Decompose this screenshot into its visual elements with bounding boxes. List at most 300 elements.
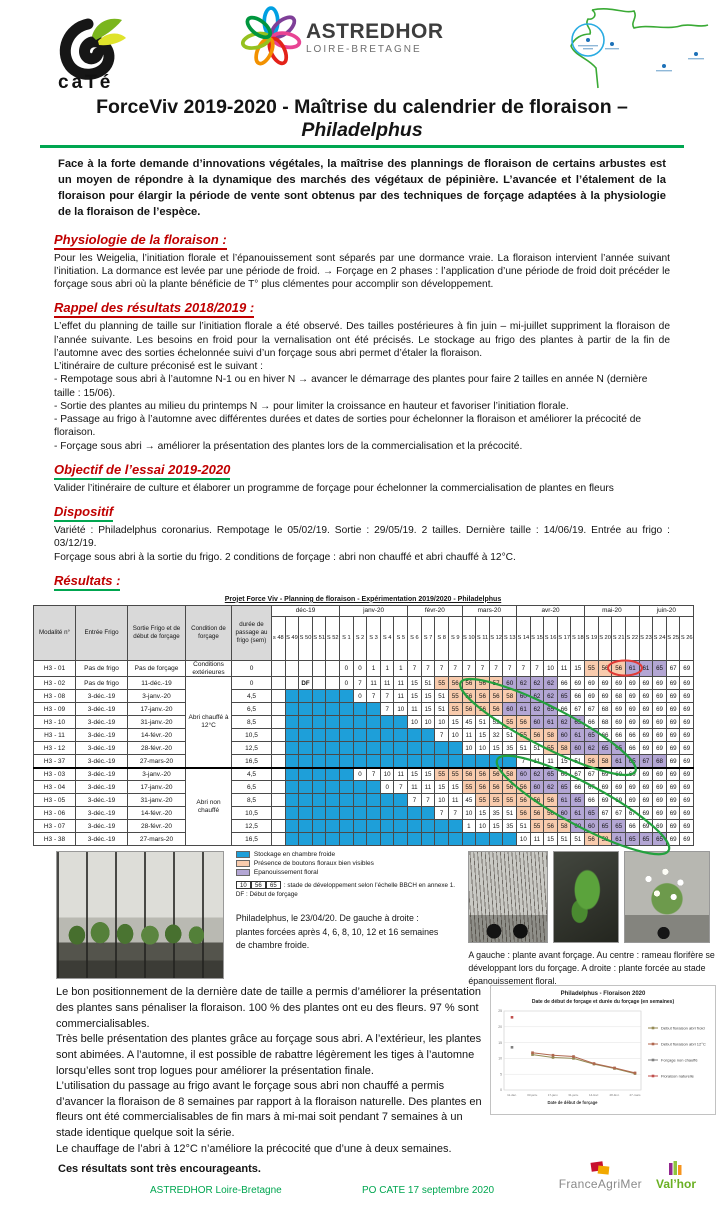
week-cell: 55: [435, 677, 449, 690]
table-row: [34, 660, 694, 677]
stage-box: 65: [266, 881, 281, 889]
week-cell: [448, 833, 462, 846]
modality-cell: H3 - 10: [34, 716, 76, 729]
svg-text:Forçage non chauffé: Forçage non chauffé: [661, 1057, 698, 1063]
week-cell: [326, 690, 340, 703]
week-cell: 58: [557, 742, 571, 755]
week-cell: [340, 781, 354, 794]
week-cell: [272, 833, 286, 846]
week-cell: [367, 833, 381, 846]
week-cell: 69: [585, 690, 599, 703]
df-note: DF : Début de forçage: [235, 891, 298, 899]
week-cell: 15: [476, 729, 490, 742]
week-cell: [408, 807, 422, 820]
week-cell: 51: [530, 742, 544, 755]
week-header: S 4: [380, 616, 394, 660]
week-cell: [312, 729, 326, 742]
week-cell: [394, 833, 408, 846]
week-cell: 56: [530, 794, 544, 807]
week-cell: 56: [476, 768, 490, 781]
week-cell: 11: [394, 768, 408, 781]
week-cell: 62: [585, 742, 599, 755]
week-cell: [367, 755, 381, 768]
section-paragraph: Pour les Weigelia, l’initiation florale et l’épanouissement sont séparés par une dormance vraie. La floraison intervient l’année suivant l’initiation. La dormance est levée par une période de froid. → Forçage en 2 phases : l’application d’une période de froid doit précéder le forçage sous abri où la plante bénéficie de T° plus clémentes pour accomplir son développement.: [54, 252, 670, 291]
week-cell: 32: [489, 729, 503, 742]
week-cell: 69: [666, 690, 680, 703]
week-cell: 7: [353, 677, 367, 690]
week-cell: [299, 660, 313, 677]
fridge-in-cell: 3-déc.-19: [76, 820, 128, 833]
week-cell: 65: [571, 794, 585, 807]
week-cell: 67: [571, 703, 585, 716]
week-cell: 65: [557, 781, 571, 794]
week-cell: 7: [489, 660, 503, 677]
table-row: [34, 729, 694, 742]
week-cell: 65: [557, 690, 571, 703]
week-cell: 69: [680, 729, 694, 742]
modality-cell: H3 - 05: [34, 794, 76, 807]
week-cell: 69: [680, 768, 694, 781]
week-cell: [448, 742, 462, 755]
week-cell: 61: [612, 755, 626, 768]
week-cell: 66: [625, 820, 639, 833]
week-cell: [367, 820, 381, 833]
week-cell: [285, 807, 299, 820]
week-cell: 66: [585, 716, 599, 729]
week-cell: 7: [476, 660, 490, 677]
week-cell: [299, 781, 313, 794]
month-header: avr-20: [517, 605, 585, 616]
week-cell: 69: [598, 768, 612, 781]
week-cell: 67: [639, 755, 653, 768]
week-cell: 51: [503, 807, 517, 820]
week-cell: 55: [530, 820, 544, 833]
week-cell: [326, 660, 340, 677]
week-cell: 67: [612, 807, 626, 820]
table-row: [34, 768, 694, 781]
week-header: s 48: [272, 616, 286, 660]
intro-paragraph: Face à la forte demande d’innovations végétales, la maîtrise des plannings de floraison de certains arbustes est un moyen de répondre à la dynamique des marchés des végétaux de pépinière. L’avancée et l’étalement de la floraison pour élargir la période de vente sont obtenus par des techniques de forçage adaptées à la physiologie de la floraison de l’espèce.: [58, 158, 666, 218]
svg-text:15: 15: [498, 1041, 502, 1046]
week-cell: 55: [544, 742, 558, 755]
week-cell: 51: [517, 820, 531, 833]
table-column-header: Condition de forçage: [186, 605, 232, 660]
week-header: S 15: [530, 616, 544, 660]
week-cell: 7: [435, 660, 449, 677]
modality-cell: H3 - 06: [34, 807, 76, 820]
week-cell: 69: [666, 807, 680, 820]
week-cell: 69: [653, 677, 667, 690]
conclusion-paragraph: Le chauffage de l’abri à 12°C n’améliore la précocité que d’une à deux semaines.: [56, 1142, 452, 1155]
week-cell: 69: [653, 794, 667, 807]
week-cell: 15: [421, 768, 435, 781]
week-cell: 68: [612, 690, 626, 703]
week-header: S 26: [680, 616, 694, 660]
week-cell: [367, 781, 381, 794]
fridge-in-cell: 3-déc.-19: [76, 794, 128, 807]
legend-label: Présence de boutons floraux bien visibles: [253, 860, 374, 868]
week-cell: 65: [625, 755, 639, 768]
week-cell: [421, 742, 435, 755]
week-cell: 56: [517, 794, 531, 807]
week-cell: 67: [666, 660, 680, 677]
week-cell: 69: [653, 768, 667, 781]
week-cell: 7: [517, 660, 531, 677]
week-header: S 2: [353, 616, 367, 660]
fridge-out-cell: 17-janv.-20: [128, 781, 186, 794]
fridge-in-cell: Pas de frigo: [76, 660, 128, 677]
week-cell: 11: [367, 677, 381, 690]
week-cell: 69: [666, 820, 680, 833]
week-cell: [312, 794, 326, 807]
week-cell: 7: [448, 807, 462, 820]
week-cell: 67: [571, 768, 585, 781]
week-cell: 65: [598, 820, 612, 833]
week-cell: [340, 703, 354, 716]
week-cell: 61: [571, 807, 585, 820]
week-cell: [394, 755, 408, 768]
week-cell: 58: [503, 690, 517, 703]
svg-text:5: 5: [500, 1072, 502, 1077]
bottom-section: [56, 985, 724, 1157]
week-cell: 62: [530, 768, 544, 781]
duration-cell: 8,5: [232, 794, 272, 807]
week-cell: [285, 768, 299, 781]
week-cell: 65: [639, 833, 653, 846]
week-cell: 15: [489, 820, 503, 833]
week-cell: [340, 768, 354, 781]
week-cell: 69: [639, 807, 653, 820]
week-cell: 11: [530, 755, 544, 768]
franceagrimer-label: FranceAgriMer: [558, 1177, 642, 1192]
legend-label: Epanouissement floral: [253, 869, 319, 877]
photo-plant-before-forcing: [468, 851, 548, 943]
week-cell: 10: [435, 716, 449, 729]
fridge-out-cell: 14-févr.-20: [128, 807, 186, 820]
week-cell: 69: [625, 703, 639, 716]
table-row: [34, 781, 694, 794]
week-cell: 67: [585, 703, 599, 716]
week-cell: [394, 716, 408, 729]
week-cell: 69: [666, 703, 680, 716]
week-cell: 55: [476, 794, 490, 807]
week-cell: 7: [408, 660, 422, 677]
week-cell: [326, 703, 340, 716]
week-cell: 51: [571, 833, 585, 846]
svg-text:Date de début de forçage et du: Date de début de forçage et durée du forçage (en semaines): [531, 999, 675, 1006]
svg-text:14-févr.: 14-févr.: [588, 1093, 600, 1098]
week-cell: 7: [367, 768, 381, 781]
conclusion-highlight: Ces résultats sont très encourageants.: [58, 1163, 261, 1176]
photo-left-caption: Philadelphus, le 23/04/20. De gauche à droite : plantes forcées après 4, 6, 8, 10, 12 et 16 semaines de chambre froide.: [235, 913, 439, 950]
week-cell: [421, 820, 435, 833]
legend-item: [236, 851, 457, 858]
valhor-icon: [661, 1161, 691, 1177]
fridge-out-cell: 11-déc.-19: [128, 677, 186, 690]
week-cell: [367, 716, 381, 729]
week-cell: [272, 677, 286, 690]
week-cell: 55: [462, 781, 476, 794]
week-cell: 51: [557, 833, 571, 846]
photos-strip: [56, 851, 724, 986]
week-cell: 56: [489, 781, 503, 794]
week-cell: 69: [666, 755, 680, 768]
week-header: S 49: [285, 616, 299, 660]
week-cell: 69: [625, 690, 639, 703]
week-cell: [326, 755, 340, 768]
duration-cell: 16,5: [232, 755, 272, 768]
week-cell: 11: [394, 677, 408, 690]
week-cell: 69: [680, 742, 694, 755]
modality-cell: H3 - 08: [34, 690, 76, 703]
table-row: [34, 833, 694, 846]
week-header: S 25: [666, 616, 680, 660]
week-header: S 20: [598, 616, 612, 660]
week-cell: 69: [680, 660, 694, 677]
week-cell: [448, 820, 462, 833]
condition-cell: Abri chauffé à 12°C: [186, 677, 232, 768]
month-header: juin-20: [639, 605, 693, 616]
week-cell: 68: [598, 716, 612, 729]
week-cell: [312, 768, 326, 781]
week-cell: [421, 729, 435, 742]
section-heading: Résultats :: [54, 573, 120, 591]
week-cell: 69: [639, 768, 653, 781]
week-header: S 3: [367, 616, 381, 660]
week-cell: [299, 690, 313, 703]
week-cell: [326, 781, 340, 794]
week-cell: [408, 833, 422, 846]
photo-plant-in-bloom: [624, 851, 710, 943]
astredhor-region: LOIRE-BRETAGNE: [306, 43, 422, 55]
week-cell: 10: [435, 794, 449, 807]
duration-cell: 0: [232, 660, 272, 677]
month-header: févr-20: [408, 605, 462, 616]
week-cell: 10: [544, 660, 558, 677]
week-cell: 7: [435, 807, 449, 820]
week-cell: 10: [448, 729, 462, 742]
week-cell: 69: [639, 794, 653, 807]
week-cell: [380, 716, 394, 729]
week-cell: [435, 742, 449, 755]
table-column-header: Entrée Frigo: [76, 605, 128, 660]
fridge-out-cell: 3-janv.-20: [128, 768, 186, 781]
month-header: mars-20: [462, 605, 516, 616]
week-cell: [326, 677, 340, 690]
week-cell: 66: [585, 794, 599, 807]
week-cell: [462, 833, 476, 846]
week-cell: 68: [598, 703, 612, 716]
franceagrimer-icon: [587, 1161, 613, 1177]
photo-greenhouse: [56, 851, 224, 979]
fridge-in-cell: 3-déc.-19: [76, 716, 128, 729]
week-cell: [435, 755, 449, 768]
week-cell: [340, 794, 354, 807]
fridge-in-cell: 3-déc.-19: [76, 781, 128, 794]
week-cell: [353, 755, 367, 768]
week-cell: 1: [367, 660, 381, 677]
week-cell: [299, 833, 313, 846]
table-row: [34, 742, 694, 755]
week-cell: 7: [530, 660, 544, 677]
fridge-in-cell: Pas de frigo: [76, 677, 128, 690]
week-cell: 69: [612, 703, 626, 716]
week-cell: 15: [435, 781, 449, 794]
week-cell: 55: [489, 794, 503, 807]
week-cell: 15: [476, 807, 490, 820]
table-row: [34, 755, 694, 768]
week-header: S 21: [612, 616, 626, 660]
table-column-header: Modalité n°: [34, 605, 76, 660]
week-cell: 55: [503, 794, 517, 807]
week-cell: 15: [448, 716, 462, 729]
astredhor-flower-icon: [240, 6, 302, 68]
week-cell: 11: [557, 660, 571, 677]
week-cell: [380, 794, 394, 807]
week-header: S 9: [448, 616, 462, 660]
legend-swatch: [236, 851, 250, 858]
week-cell: [380, 729, 394, 742]
week-cell: 55: [503, 716, 517, 729]
svg-text:Début floraison abri 12°C: Début floraison abri 12°C: [661, 1041, 706, 1047]
week-cell: 61: [612, 833, 626, 846]
week-cell: 69: [680, 690, 694, 703]
valhor-logo: [656, 1161, 696, 1191]
week-cell: [312, 820, 326, 833]
week-cell: 66: [571, 690, 585, 703]
week-cell: 56: [517, 807, 531, 820]
week-cell: [380, 755, 394, 768]
week-cell: 56: [517, 781, 531, 794]
section-heading: Objectif de l’essai 2019-2020: [54, 462, 230, 480]
week-cell: [462, 755, 476, 768]
week-cell: [435, 833, 449, 846]
week-cell: 69: [612, 781, 626, 794]
svg-text:17-janv.: 17-janv.: [547, 1093, 559, 1098]
week-cell: 69: [639, 690, 653, 703]
week-header: S 18: [571, 616, 585, 660]
duration-cell: 0: [232, 677, 272, 690]
duration-cell: 4,5: [232, 690, 272, 703]
svg-text:Floraison naturelle: Floraison naturelle: [661, 1073, 694, 1079]
week-cell: 69: [666, 768, 680, 781]
duration-cell: 4,5: [232, 768, 272, 781]
week-cell: 67: [598, 807, 612, 820]
week-cell: 69: [680, 703, 694, 716]
region-map-icon: [548, 4, 718, 94]
astredhor-logo: [240, 6, 444, 68]
week-cell: [503, 833, 517, 846]
week-cell: 56: [544, 794, 558, 807]
week-cell: 69: [612, 716, 626, 729]
week-cell: 15: [489, 742, 503, 755]
week-cell: 57: [489, 677, 503, 690]
fridge-in-cell: 3-déc.-19: [76, 807, 128, 820]
week-cell: [285, 833, 299, 846]
week-cell: [340, 820, 354, 833]
condition-cell: Conditions extérieures: [186, 660, 232, 677]
week-cell: 10: [476, 820, 490, 833]
week-cell: 69: [653, 742, 667, 755]
planning-table-wrap: [33, 605, 693, 847]
week-cell: [476, 755, 490, 768]
week-cell: [340, 742, 354, 755]
week-cell: [408, 742, 422, 755]
week-cell: 58: [557, 820, 571, 833]
week-cell: 11: [530, 833, 544, 846]
week-cell: 10: [476, 742, 490, 755]
week-cell: 69: [625, 768, 639, 781]
week-cell: [299, 755, 313, 768]
week-cell: 7: [380, 690, 394, 703]
week-cell: 69: [680, 820, 694, 833]
week-cell: 51: [435, 690, 449, 703]
table-column-header: durée de passage au frigo (sem): [232, 605, 272, 660]
week-cell: [380, 833, 394, 846]
week-cell: [340, 833, 354, 846]
stage-box: 10: [236, 881, 251, 889]
week-cell: 7: [503, 660, 517, 677]
week-cell: 1: [380, 660, 394, 677]
week-cell: 0: [353, 690, 367, 703]
week-cell: [312, 781, 326, 794]
week-cell: 56: [530, 729, 544, 742]
week-cell: 67: [585, 781, 599, 794]
week-cell: [380, 807, 394, 820]
week-cell: 69: [680, 781, 694, 794]
week-cell: [367, 742, 381, 755]
week-header: S 51: [312, 616, 326, 660]
week-cell: 58: [598, 755, 612, 768]
week-cell: [299, 794, 313, 807]
week-cell: 61: [571, 729, 585, 742]
week-cell: 15: [408, 690, 422, 703]
section-paragraph: L’itinéraire de culture préconisé est le suivant :: [54, 361, 263, 373]
week-cell: [326, 729, 340, 742]
section-paragraph: Valider l’itinéraire de culture et élaborer un programme de forçage pour échelonner la commercialisation de plantes en fleurs: [54, 482, 614, 494]
week-cell: 69: [653, 820, 667, 833]
week-cell: 51: [517, 742, 531, 755]
fridge-out-cell: 31-janv.-20: [128, 794, 186, 807]
week-cell: 10: [421, 716, 435, 729]
week-cell: 69: [666, 729, 680, 742]
week-cell: [353, 807, 367, 820]
week-cell: 15: [421, 690, 435, 703]
week-cell: 11: [408, 781, 422, 794]
week-cell: [326, 833, 340, 846]
week-cell: [353, 729, 367, 742]
week-cell: [367, 794, 381, 807]
week-cell: [285, 729, 299, 742]
fridge-out-cell: 17-janv.-20: [128, 703, 186, 716]
fridge-out-cell: 28-févr.-20: [128, 742, 186, 755]
week-cell: 56: [476, 781, 490, 794]
week-cell: 69: [666, 794, 680, 807]
week-cell: [312, 716, 326, 729]
week-cell: 69: [639, 716, 653, 729]
week-cell: 69: [653, 807, 667, 820]
week-cell: [285, 781, 299, 794]
week-cell: 69: [666, 677, 680, 690]
week-cell: 60: [530, 781, 544, 794]
week-header: S 50: [299, 616, 313, 660]
week-cell: 56: [544, 807, 558, 820]
legend-item: [236, 860, 457, 867]
week-cell: 69: [680, 716, 694, 729]
week-cell: [312, 755, 326, 768]
fridge-out-cell: Pas de forçage: [128, 660, 186, 677]
week-cell: [285, 660, 299, 677]
